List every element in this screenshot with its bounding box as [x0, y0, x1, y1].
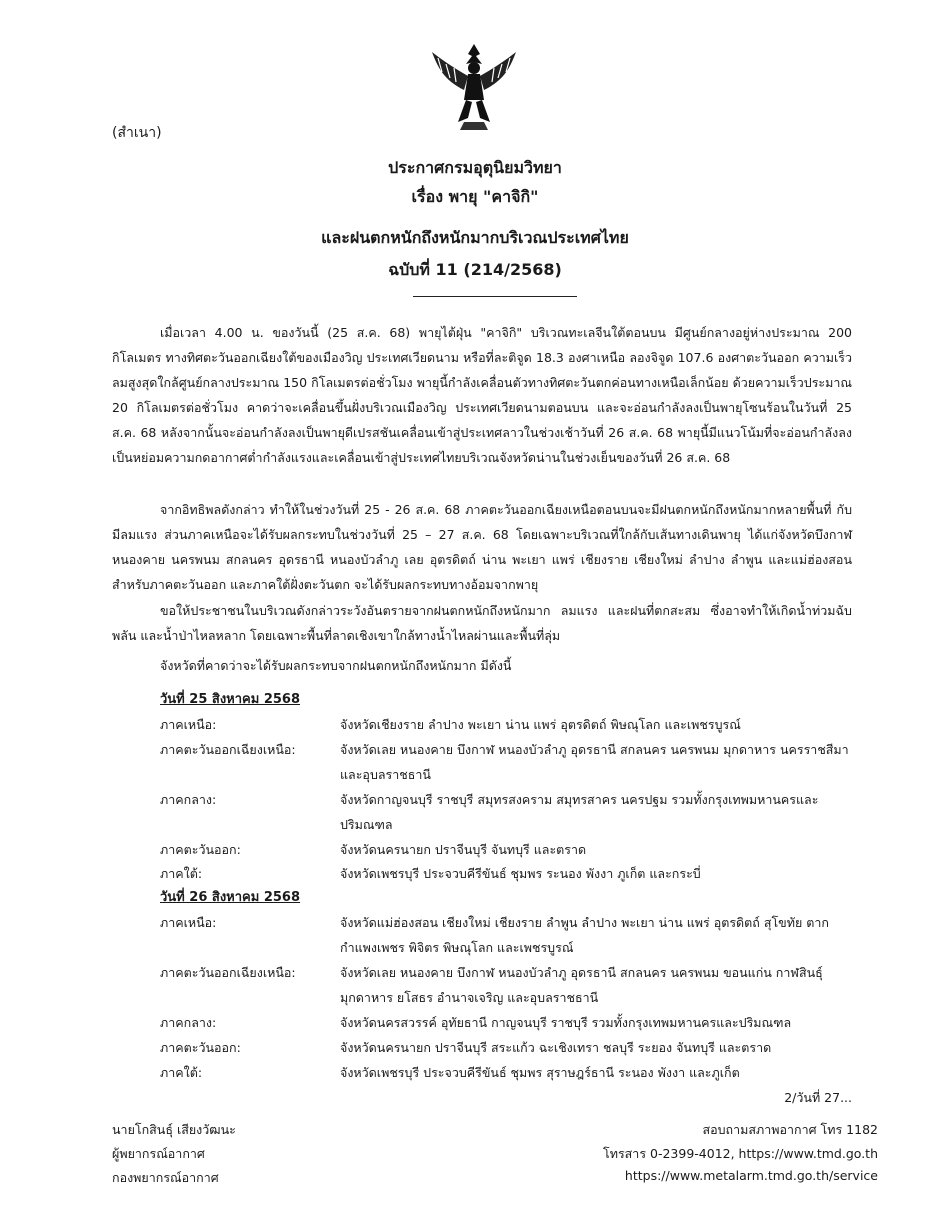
region-provinces: จังหวัดแม่ฮ่องสอน เชียงใหม่ เชียงราย ลำพูน ลำปาง พะเยา น่าน แพร่ อุตรดิตถ์ สุโขทัย ตาก กำแพงเพชร พิจิตร พิษณุโลก และเพชรบูรณ์	[340, 915, 829, 955]
region-label: ภาคตะวันออกเฉียงเหนือ:	[160, 742, 296, 757]
region-label: ภาคตะวันออก:	[160, 1040, 241, 1055]
announcement-number: ฉบับที่ 11 (214/2568)	[388, 260, 562, 279]
garuda-emblem-icon	[428, 38, 520, 134]
region-provinces: จังหวัดนครสวรรค์ อุทัยธานี กาญจนบุรี ราชบุรี รวมทั้งกรุงเทพมหานครและปริมณฑล	[340, 1015, 792, 1030]
region-label: ภาคตะวันออก:	[160, 842, 241, 857]
title-divider	[413, 296, 577, 297]
paragraph-warning	[112, 598, 852, 648]
region-provinces: จังหวัดนครนายก ปราจีนบุรี จันทบุรี และตราด	[340, 842, 587, 857]
paragraph-text: จากอิทธิพลดังกล่าว ทำให้ในช่วงวันที่ 25 - 26 ส.ค. 68 ภาคตะวันออกเฉียงเหนือตอนบนจะมีฝนตกหนักถึงหนักมากหลายพื้นที่ กับมีลมแรง ส่วนภาคเหนือจะได้รับผลกระทบในช่วงวันที่ 25 – 27 ส.ค. 68 โดยเฉพาะบริเวณที่ใกล้กับเส้นทางเดินพายุ ได้แก่จังหวัดบึงกาฬ หนองคาย นครพนม สกลนคร อุดรธานี หนองบัวลำภู เลย อุตรดิตถ์ น่าน พะเยา แพร่ เชียงราย เชียงใหม่ ลำปาง ลำพูน และแม่ฮ่องสอน สำหรับภาคตะวันออก และภาคใต้ฝั่งตะวันตก จะได้รับผลกระทบทางอ้อมจากพายุ	[112, 502, 852, 592]
paragraph-text: ขอให้ประชาชนในบริเวณดังกล่าวระวังอันตรายจากฝนตกหนักถึงหนักมาก ลมแรง และฝนที่ตกสะสม ซึ่งอาจทำให้เกิดน้ำท่วมฉับพลัน และน้ำป่าไหลหลาก โดยเฉพาะพื้นที่ลาดเชิงเขาใกล้ทางน้ำไหลผ่านและพื้นที่ลุ่ม	[112, 603, 852, 643]
region-label: ภาคใต้:	[160, 1065, 203, 1080]
signatory-title: ผู้พยากรณ์อากาศ	[112, 1146, 205, 1161]
region-provinces: จังหวัดเลย หนองคาย บึงกาฬ หนองบัวลำภู อุดรธานี สกลนคร นครพนม มุกดาหาร นครราชสีมา และอุบลราชธานี	[340, 742, 849, 782]
page-continuation-note: 2/วันที่ 27...	[784, 1090, 852, 1105]
contact-fax-website: โทรสาร 0-2399-4012, https://www.tmd.go.th	[603, 1146, 878, 1161]
region-provinces: จังหวัดเพชรบุรี ประจวบคีรีขันธ์ ชุมพร สุราษฎร์ธานี ระนอง พังงา และภูเก็ต	[340, 1065, 740, 1080]
announcement-subject-cont: และฝนตกหนักถึงหนักมากบริเวณประเทศไทย	[321, 228, 629, 247]
region-provinces: จังหวัดกาญจนบุรี ราชบุรี สมุทรสงคราม สมุทรสาคร นครปฐม รวมทั้งกรุงเทพมหานครและปริมณฑล	[340, 792, 819, 832]
paragraph-storm-position	[112, 320, 852, 495]
contact-service-url: https://www.metalarm.tmd.go.th/service	[624, 1168, 878, 1183]
paragraph-text: เมื่อเวลา 4.00 น. ของวันนี้ (25 ส.ค. 68) พายุไต้ฝุ่น "คาจิกิ" บริเวณทะเลจีนใต้ตอนบน มีศูนย์กลางอยู่ห่างประมาณ 200 กิโลเมตร ทางทิศตะวันออกเฉียงใต้ของเมืองวิญ ประเทศเวียดนาม หรือที่ละติจูด 18.3 องศาเหนือ ลองจิจูด 107.6 องศาตะวันออก ความเร็วลมสูงสุดใกล้ศูนย์กลางประมาณ 150 กิโลเมตรต่อชั่วโมง พายุนี้กำลังเคลื่อนตัวทางทิศตะวันตกค่อนทางเหนือเล็กน้อย ด้วยความเร็วประมาณ 20 กิโลเมตรต่อชั่วโมง คาดว่าจะเคลื่อนขึ้นฝั่งบริเวณเมืองวิญ ประเทศเวียดนามตอนบน และจะอ่อนกำลังลงเป็นพายุโซนร้อนในวันที่ 25 ส.ค. 68 หลังจากนั้นจะอ่อนกำลังลงเป็นพายุดีเปรสชันเคลื่อนเข้าสู่ประเทศลาวในช่วงเช้าวันที่ 26 ส.ค. 68 พายุนี้มีแนวโน้มที่จะอ่อนกำลังลงเป็นหย่อมความกดอากาศต่ำกำลังแรงและเคลื่อนเข้าสู่ประเทศไทยบริเวณจังหวัดน่านในช่วงเย็นของวันที่ 26 ส.ค. 68	[112, 325, 852, 465]
region-label: ภาคตะวันออกเฉียงเหนือ:	[160, 965, 296, 980]
day-heading: วันที่ 26 สิงหาคม 2568	[160, 890, 301, 905]
announcement-title: ประกาศกรมอุตุนิยมวิทยา	[388, 158, 562, 177]
region-provinces: จังหวัดเชียงราย ลำปาง พะเยา น่าน แพร่ อุตรดิตถ์ พิษณุโลก และเพชรบูรณ์	[340, 717, 741, 732]
region-provinces: จังหวัดเพชรบุรี ประจวบคีรีขันธ์ ชุมพร ระนอง พังงา ภูเก็ต และกระบี่	[340, 866, 701, 881]
region-label: ภาคกลาง:	[160, 792, 217, 807]
day-heading: วันที่ 25 สิงหาคม 2568	[160, 692, 301, 707]
copy-mark: (สำเนา)	[112, 125, 162, 141]
region-label: ภาคเหนือ:	[160, 915, 217, 930]
paragraph-influence	[112, 497, 852, 597]
region-provinces: จังหวัดเลย หนองคาย บึงกาฬ หนองบัวลำภู อุดรธานี สกลนคร นครพนม ขอนแก่น กาฬสินธุ์ มุกดาหาร ยโสธร อำนาจเจริญ และอุบลราชธานี	[340, 965, 823, 1005]
region-label: ภาคใต้:	[160, 866, 203, 881]
region-provinces: จังหวัดนครนายก ปราจีนบุรี สระแก้ว ฉะเชิงเทรา ชลบุรี ระยอง จันทบุรี และตราด	[340, 1040, 772, 1055]
announcement-subject: เรื่อง พายุ "คาจิกิ"	[411, 187, 539, 206]
region-label: ภาคเหนือ:	[160, 717, 217, 732]
signatory-name: นายโกสินธุ์ เสียงวัฒนะ	[112, 1122, 236, 1137]
contact-phone: สอบถามสภาพอากาศ โทร 1182	[702, 1122, 878, 1137]
affected-provinces-intro: จังหวัดที่คาดว่าจะได้รับผลกระทบจากฝนตกหนักถึงหนักมาก มีดังนี้	[160, 658, 512, 673]
region-label: ภาคกลาง:	[160, 1015, 217, 1030]
signatory-unit: กองพยากรณ์อากาศ	[112, 1170, 219, 1185]
